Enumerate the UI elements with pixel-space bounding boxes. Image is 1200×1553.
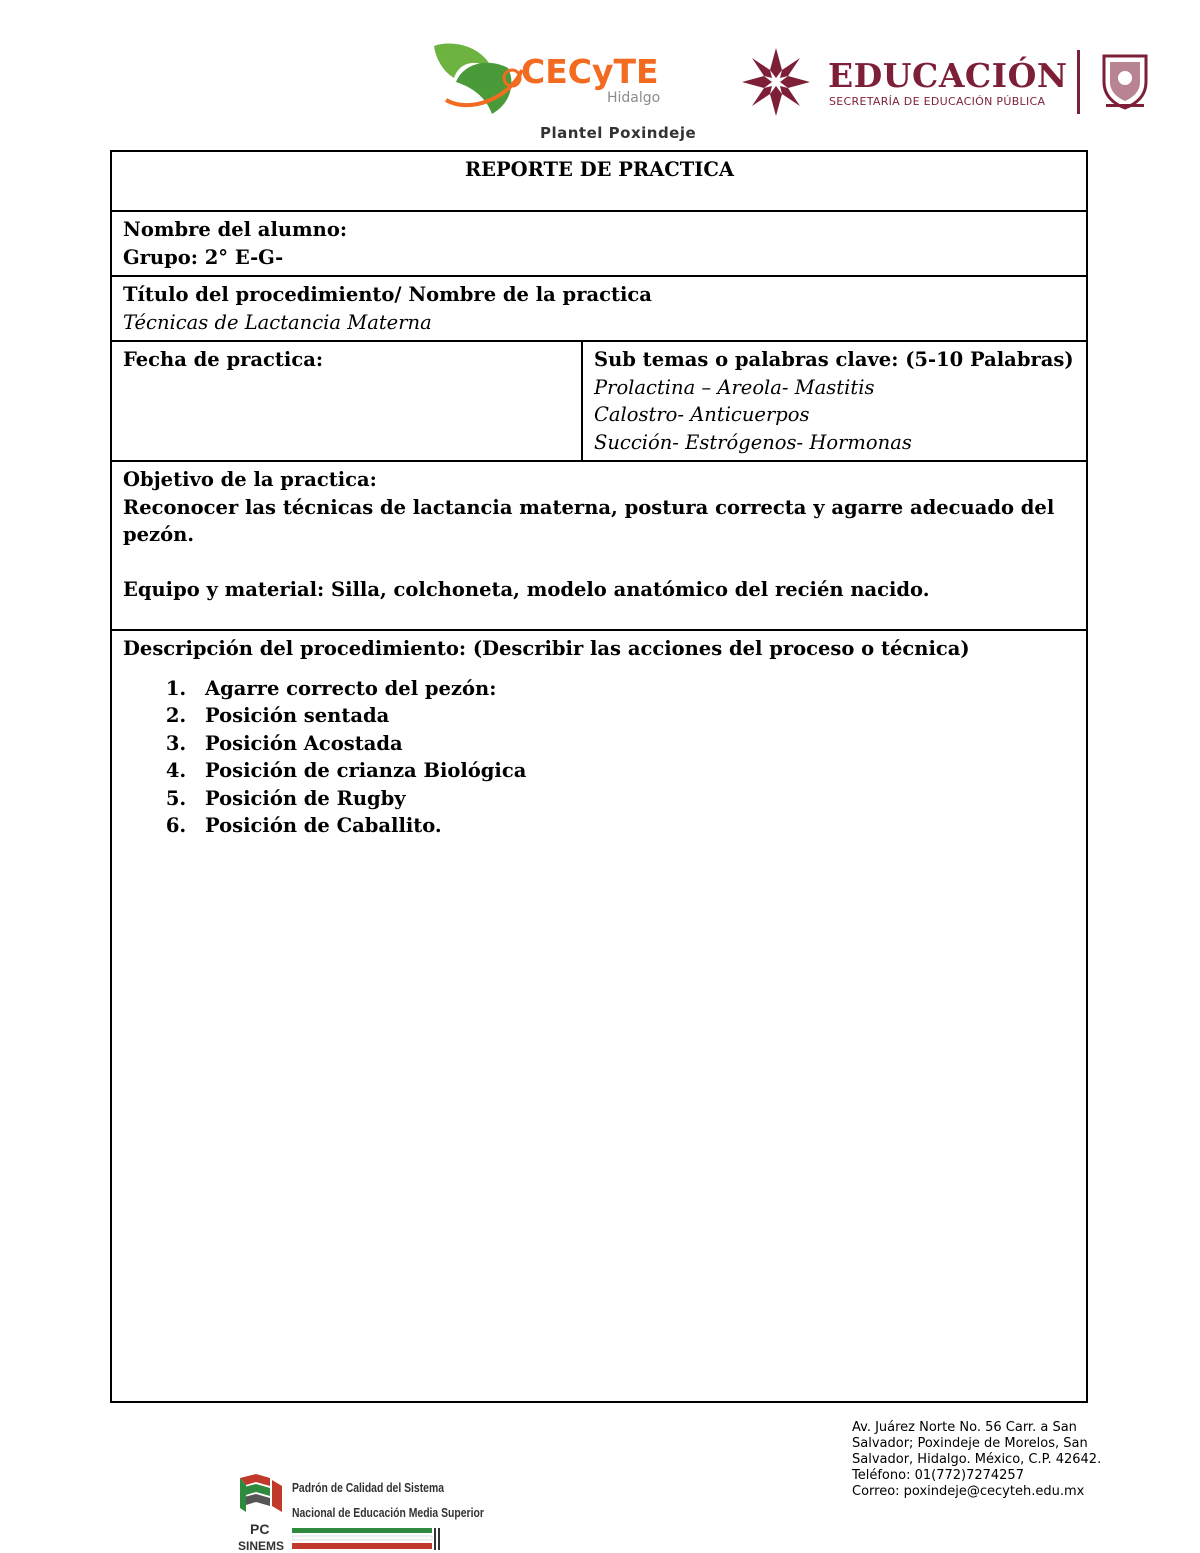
address-line: Av. Juárez Norte No. 56 Carr. a San (852, 1420, 1077, 1435)
cecyte-wordmark: CECyTE (521, 52, 659, 91)
description-cell (111, 630, 1087, 1402)
hidalgo-shield-icon (1098, 52, 1152, 110)
pc-title-line-1: Padrón de Calidad del Sistema (292, 1480, 444, 1495)
subtopic-line: Calostro- Anticuerpos (594, 403, 810, 426)
list-item: 1. Agarre correcto del pezón: (193, 675, 1076, 703)
list-item: 3. Posición Acostada (193, 730, 1076, 758)
subtopic-line: Prolactina – Areola- Mastitis (594, 375, 875, 399)
cecyte-subtitle: Hidalgo (607, 90, 661, 106)
sep-star-flower-icon (742, 48, 810, 116)
sep-wordmark: EDUCACIÓN (828, 56, 1068, 95)
objective-label: Objetivo de la practica: (123, 468, 377, 491)
procedure-title-value: Técnicas de Lactancia Materna (123, 310, 432, 334)
objective-text: Reconocer las técnicas de lactancia materna, postura correcta y agarre adecuado del pezón. (123, 495, 1055, 546)
description-label: Descripción del procedimiento: (Describir las acciones del proceso o técnica) (123, 637, 970, 660)
procedure-title-label: Título del procedimiento/ Nombre de la practica (123, 283, 652, 306)
sep-subtitle: SECRETARÍA DE EDUCACIÓN PÚBLICA (829, 95, 1046, 108)
subtopics-label: Sub temas o palabras clave: (5-10 Palabras) (594, 348, 1074, 371)
list-item: 6. Posición de Caballito. (193, 812, 1076, 840)
pc-sinems-logo-icon (236, 1472, 296, 1552)
student-cell (111, 211, 1087, 276)
steps-list (123, 675, 1076, 840)
pc-color-bars (292, 1526, 442, 1552)
sinems-abbr: SINEMS (238, 1539, 285, 1552)
practice-report-form (110, 150, 1088, 1403)
phone-line: Teléfono: 01(772)7274257 (852, 1468, 1024, 1483)
report-title: REPORTE DE PRACTICA (111, 151, 1087, 211)
equipment-text: Equipo y material: Silla, colchoneta, modelo anatómico del recién nacido. (123, 577, 930, 601)
pc-abbr: PC (250, 1521, 270, 1537)
procedure-title-cell (111, 276, 1087, 341)
list-item: 2. Posición sentada (193, 702, 1076, 730)
date-cell (111, 341, 582, 461)
header-divider (1077, 50, 1080, 114)
objective-cell (111, 461, 1087, 630)
email-line: Correo: poxindeje@cecyteh.edu.mx (852, 1484, 1085, 1499)
group-label: Grupo: 2° E-G- (123, 245, 284, 269)
subtopic-line: Succión- Estrógenos- Hormonas (594, 430, 912, 454)
list-item: 4. Posición de crianza Biológica (193, 757, 1076, 785)
plantel-name: Plantel Poxindeje (540, 124, 697, 142)
school-address (852, 1420, 1130, 1500)
address-line: Salvador; Poxindeje de Morelos, San (852, 1436, 1088, 1451)
date-label: Fecha de practica: (123, 348, 324, 371)
student-name-label: Nombre del alumno: (123, 218, 348, 241)
address-line: Salvador, Hidalgo. México, C.P. 42642. (852, 1452, 1102, 1467)
list-item: 5. Posición de Rugby (193, 785, 1076, 813)
subtopics-cell (582, 341, 1087, 461)
pc-title-line-2: Nacional de Educación Media Superior (292, 1505, 484, 1520)
